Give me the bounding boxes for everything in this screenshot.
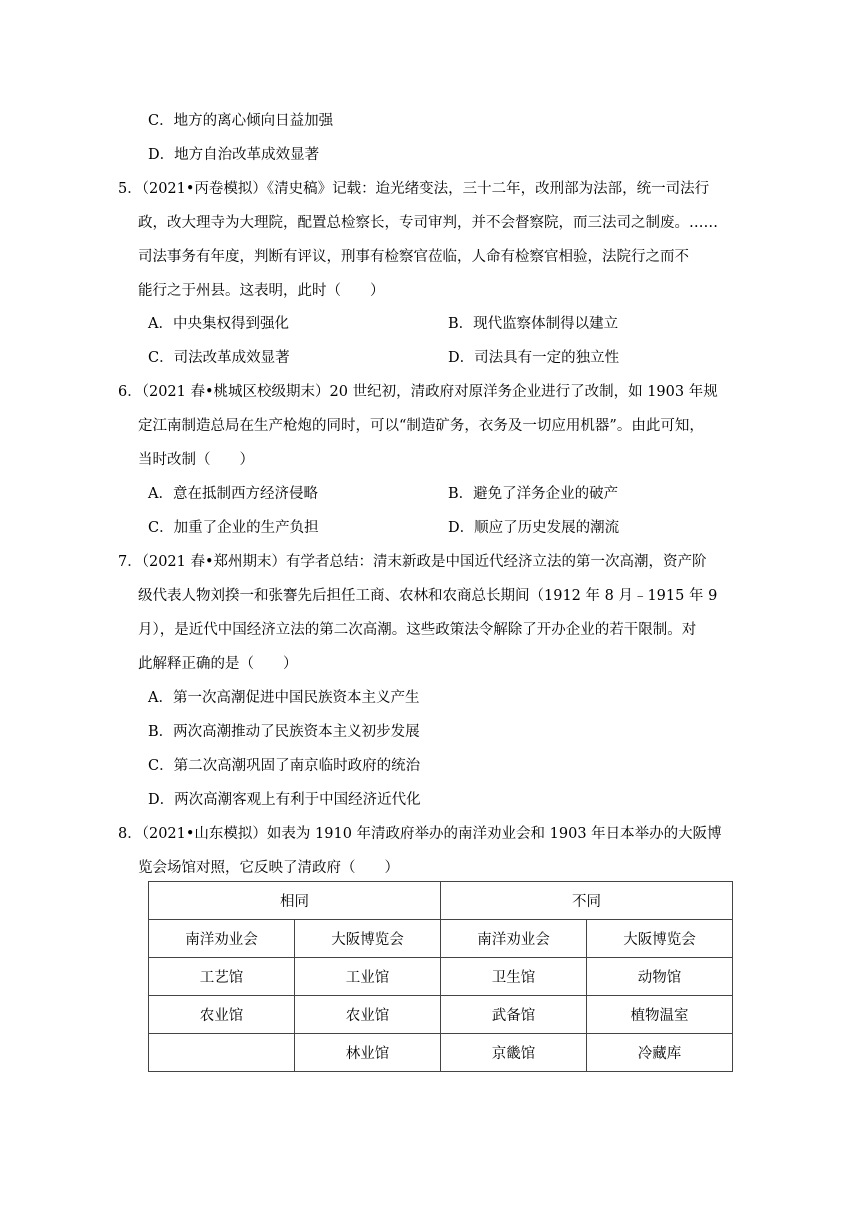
table-cell: 工艺馆 [149,958,295,996]
q7-stem-line-3: 月），是近代中国经济立法的第二次高潮。这些政策法令解除了开办企业的若干限制。对 [138,622,697,638]
q7-option-d: D．两次高潮客观上有利于中国经济近代化 [148,792,421,808]
q7-option-c: C．第二次高潮巩固了南京临时政府的统治 [148,758,421,774]
q5-option-a: A．中央集权得到强化 [148,316,289,332]
table-cell: 农业馆 [295,996,441,1034]
q8-stem-line-2: 览会场馆对照，它反映了清政府（ ） [138,860,399,876]
table-cell: 林业馆 [295,1034,441,1072]
q5-stem-line-2: 政，改大理寺为大理院，配置总检察长，专司审判，并不会督察院，而三法司之制废。…… [138,215,718,231]
table-cell: 冷藏库 [587,1034,733,1072]
table-row [149,958,733,996]
table-sub-header-row [149,920,733,958]
q6-option-c: C．加重了企业的生产负担 [148,520,319,536]
table-cell: 武备馆 [441,996,587,1034]
q6-option-b: B．避免了洋务企业的破产 [448,486,619,502]
q5-stem-line-3: 司法事务有年度，判断有评议，刑事有检察官莅临，人命有检察官相验，法院行之而不 [138,249,689,265]
q6-option-a: A．意在抵制西方经济侵略 [148,486,318,502]
option-c-prev: C．地方的离心倾向日益加强 [148,113,334,129]
q5-stem-line-1: 5．（2021•丙卷模拟）《清史稿》记载：迨光绪变法，三十二年，改刑部为法部，统一司法行 [118,181,710,197]
q7-stem-line-2: 级代表人物刘揆一和张謇先后担任工商、农林和农商总长期间（1912 年 8 月﹣1915 年 9 [138,588,718,604]
table-cell [149,1034,295,1072]
table-cell: 卫生馆 [441,958,587,996]
sub-header-nanyang-same: 南洋劝业会 [149,920,295,958]
q8-stem-line-1: 8．（2021•山东模拟）如表为 1910 年清政府举办的南洋劝业会和 1903 年日本举办的大阪博 [118,826,722,842]
q7-stem-line-1: 7．（2021 春•郑州期末）有学者总结：清末新政是中国近代经济立法的第一次高潮，资产阶 [118,554,707,570]
q6-stem-line-2: 定江南制造总局在生产枪炮的同时，可以“制造矿务，衣务及一切应用机器”。由此可知， [138,418,704,434]
table-cell: 京畿馆 [441,1034,587,1072]
table-cell: 动物馆 [587,958,733,996]
exhibition-hall-table [148,881,733,1072]
q6-stem-line-3: 当时改制（ ） [138,452,254,468]
q7-stem-line-4: 此解释正确的是（ ） [138,656,298,672]
table-cell: 工业馆 [295,958,441,996]
table-row [149,1034,733,1072]
q7-option-b: B．两次高潮推动了民族资本主义初步发展 [148,724,420,740]
table-row [149,996,733,1034]
group-header-same: 相同 [149,882,441,920]
sub-header-nanyang-diff: 南洋劝业会 [441,920,587,958]
sub-header-osaka-same: 大阪博览会 [295,920,441,958]
q7-option-a: A．第一次高潮促进中国民族资本主义产生 [148,690,420,706]
q6-option-d: D．顺应了历史发展的潮流 [448,520,620,536]
sub-header-osaka-diff: 大阪博览会 [587,920,733,958]
table-group-header-row [149,882,733,920]
q5-stem-line-4: 能行之于州县。这表明，此时（ ） [138,283,385,299]
q5-option-b: B．现代监察体制得以建立 [448,316,619,332]
table-cell: 植物温室 [587,996,733,1034]
group-header-different: 不同 [441,882,733,920]
q6-stem-line-1: 6．（2021 春•桃城区校级期末）20 世纪初，清政府对原洋务企业进行了改制，如 1903 年规 [118,384,718,400]
table-cell: 农业馆 [149,996,295,1034]
q5-option-d: D．司法具有一定的独立性 [448,350,620,366]
q5-option-c: C．司法改革成效显著 [148,350,290,366]
option-d-prev: D．地方自治改革成效显著 [148,147,320,163]
